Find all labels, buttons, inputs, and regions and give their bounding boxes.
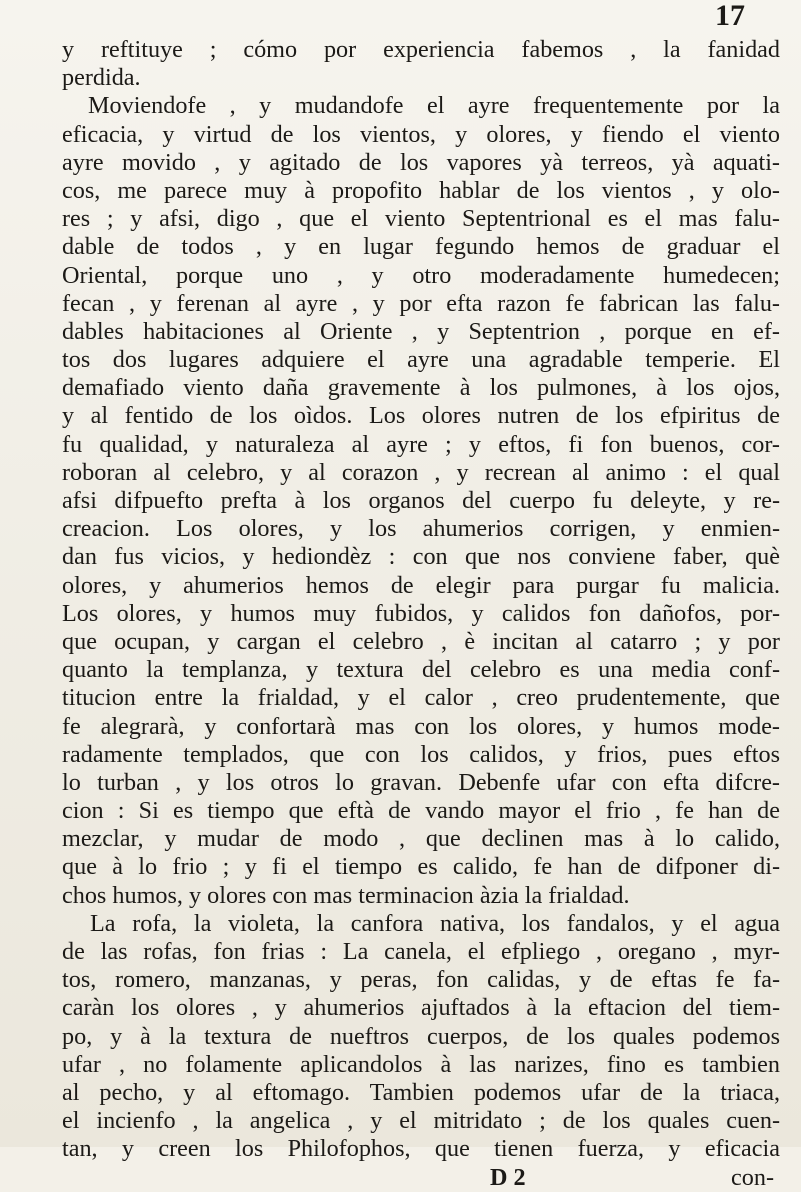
text-line: al pecho, y al eftomago. Tambien podemos ufar de la triaca, bbox=[62, 1078, 780, 1106]
text-line: ayre movido , y agitado de los vapores yà terreos, yà aquati- bbox=[62, 148, 780, 176]
text-line: quanto la templanza, y textura del celebro es una media conf- bbox=[62, 656, 780, 684]
text-line: cion : Si es tiempo que eftà de vando mayor el frio , fe han de bbox=[62, 797, 780, 825]
text-line: Oriental, porque uno , y otro moderadamente humedecen; bbox=[62, 261, 780, 289]
text-line: La rofa, la violeta, la canfora nativa, los fandalos, y el agua bbox=[90, 909, 780, 937]
text-line: el incienfo , la angelica , y el mitridato ; de los quales cuen- bbox=[62, 1107, 780, 1135]
text-line: roboran al celebro, y al corazon , y recrean al animo : el qual bbox=[62, 458, 780, 486]
text-line: fe alegrarà, y confortarà mas con los olores, y humos mode- bbox=[62, 712, 780, 740]
text-line: radamente templados, que con los calidos, y frios, pues eftos bbox=[62, 740, 780, 768]
text-line: Los olores, y humos muy fubidos, y calidos fon dañofos, por- bbox=[62, 599, 780, 627]
page-number: 17 bbox=[715, 0, 745, 32]
text-line: fu qualidad, y naturaleza al ayre ; y eftos, fi fon buenos, cor- bbox=[62, 430, 780, 458]
catchword: con- bbox=[731, 1163, 774, 1191]
text-line: tos, romero, manzanas, y peras, fon calidas, y de eftas fe fa- bbox=[62, 966, 780, 994]
text-line: y reftituye ; cómo por experiencia fabemos , la fanidad bbox=[62, 36, 780, 63]
text-line: eficacia, y virtud de los vientos, y olores, y fiendo el viento bbox=[62, 120, 780, 148]
text-line: de las rofas, fon frias : La canela, el efpliego , oregano , myr- bbox=[62, 938, 780, 965]
text-line: perdida. bbox=[62, 64, 141, 92]
page-footer bbox=[62, 1164, 780, 1192]
text-line: res ; y afsi, digo , que el viento Septentrional es el mas falu- bbox=[62, 205, 780, 233]
text-line: tan, y creen los Philofophos, que tienen fuerza, y eficacia bbox=[62, 1135, 780, 1163]
text-line: po, y à la textura de nueftros cuerpos, de los quales podemos bbox=[62, 1022, 780, 1050]
text-line: chos humos, y olores con mas terminacion àzia la frialdad. bbox=[62, 881, 630, 909]
text-line: caràn los olores , y ahumerios ajuftados à la eftacion del tiem- bbox=[62, 994, 780, 1022]
text-line: lo turban , y los otros lo gravan. Debenfe ufar con efta difcre- bbox=[62, 768, 780, 796]
text-line: dables habitaciones al Oriente , y Septentrion , porque en ef- bbox=[62, 317, 780, 345]
text-line: dan fus vicios, y hediondèz : con que nos conviene faber, què bbox=[62, 543, 780, 571]
text-line: ufar , no folamente aplicandolos à las narizes, fino es tambien bbox=[62, 1050, 780, 1078]
text-line: afsi difpuefto prefta à los organos del cuerpo fu deleyte, y re- bbox=[62, 487, 780, 514]
text-line: olores, y ahumerios hemos de elegir para purgar fu malicia. bbox=[62, 571, 780, 599]
signature-mark: D 2 bbox=[490, 1163, 526, 1191]
text-line: creacion. Los olores, y los ahumerios corrigen, y enmien- bbox=[62, 515, 780, 543]
text-line: tos dos lugares adquiere el ayre una agradable temperie. El bbox=[62, 346, 780, 374]
text-line: dable de todos , y en lugar fegundo hemos de graduar el bbox=[62, 233, 780, 261]
text-line: mezclar, y mudar de modo , que declinen mas à lo calido, bbox=[62, 825, 780, 853]
text-line: demafiado viento daña gravemente à los pulmones, à los ojos, bbox=[62, 374, 780, 402]
text-line: que ocupan, y cargan el celebro , è incitan al catarro ; y por bbox=[62, 627, 780, 655]
text-line: Moviendofe , y mudandofe el ayre frequentemente por la bbox=[88, 92, 780, 120]
body-text bbox=[62, 36, 780, 1192]
text-line: y al fentido de los oìdos. Los olores nutren de los efpiritus de bbox=[62, 402, 780, 430]
text-line: cos, me parece muy à propofito hablar de los vientos , y olo- bbox=[62, 176, 780, 204]
text-line: titucion entre la frialdad, y el calor , creo prudentemente, que bbox=[62, 684, 780, 712]
text-line: fecan , y ferenan al ayre , y por efta razon fe fabrican las falu- bbox=[62, 289, 780, 317]
text-line: que à lo frio ; y fi el tiempo es calido, fe han de difponer di- bbox=[62, 853, 780, 881]
